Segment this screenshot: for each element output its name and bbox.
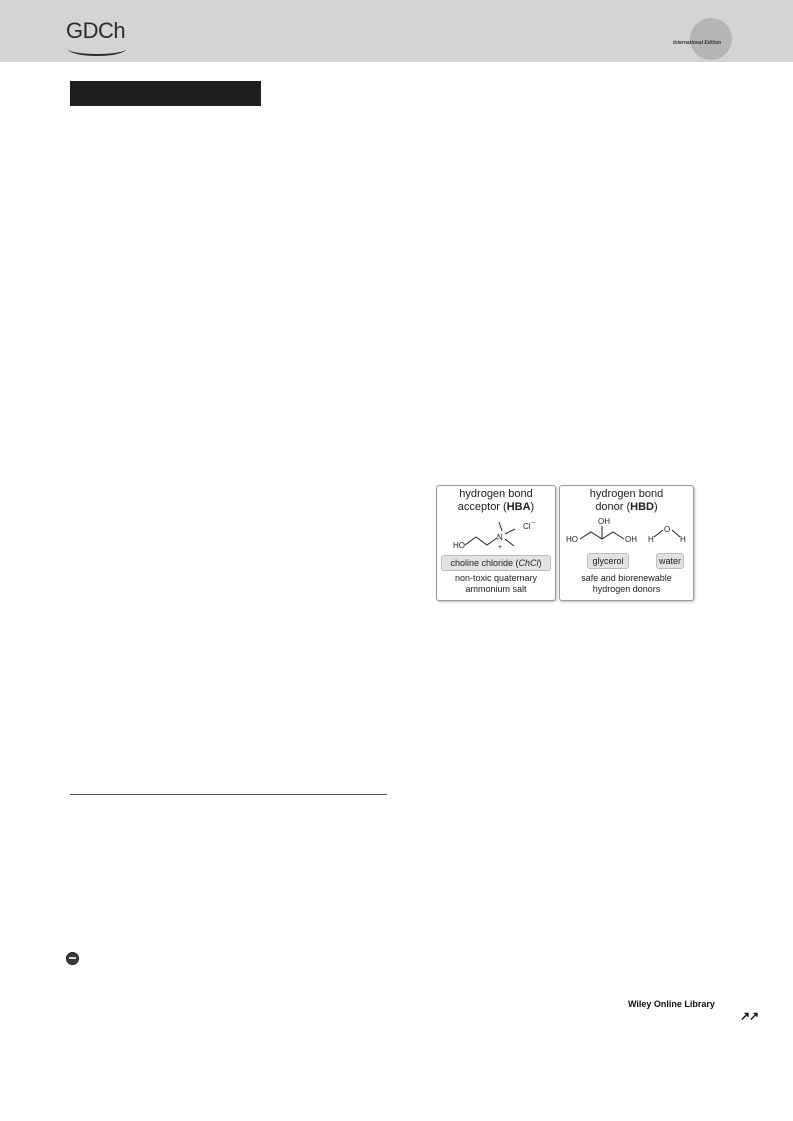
hbd-title (560, 488, 693, 514)
hbd-title-suffix: ) (654, 501, 658, 513)
hba-title-suffix: ) (530, 501, 535, 513)
gdch-logo-text: GDCh (66, 18, 126, 43)
des-components-figure (436, 485, 694, 599)
edition-label: International Edition (673, 40, 722, 46)
chloride-charge: − (531, 520, 536, 527)
choline-chip-suffix: ) (538, 558, 542, 568)
choline-n-label: N (497, 533, 503, 542)
choline-ho-label: HO (453, 541, 465, 550)
wiley-arrows-icon: ↗↗ (740, 1009, 759, 1023)
glycerol-structure (564, 514, 646, 550)
glycerol-chip: glycerol (587, 553, 629, 569)
glycerol-oh-top: OH (598, 517, 610, 526)
glycerol-oh-right: OH (625, 535, 637, 544)
hbd-title-abbrev: HBD (630, 501, 655, 513)
chloride-label: Cl (523, 522, 531, 531)
gdch-logo (66, 18, 128, 52)
hbd-caption-line2: hydrogen donors (592, 584, 661, 594)
glycerol-ho-left: HO (566, 535, 578, 544)
journal-header (0, 0, 793, 62)
gdch-logo-arc (68, 42, 126, 56)
water-h1: H (648, 535, 654, 544)
hba-title-abbrev: HBA (506, 501, 531, 513)
water-structure (646, 522, 690, 548)
hba-title-prefix: acceptor ( (457, 501, 507, 513)
supporting-info-icon[interactable] (66, 952, 79, 965)
hba-caption-line1: non-toxic quaternary (454, 573, 538, 583)
hba-panel (436, 485, 556, 601)
hbd-caption (560, 573, 693, 595)
hbd-panel (559, 485, 694, 601)
choline-chip-abbrev: ChCl (518, 558, 539, 568)
hba-title-line1: hydrogen bond (459, 488, 533, 500)
edition-badge (690, 18, 732, 60)
hba-caption (437, 573, 555, 595)
choline-chip-text: choline chloride ( (450, 558, 519, 568)
choline-plus-label: + (498, 544, 503, 551)
hba-title (437, 488, 555, 514)
water-o: O (664, 525, 671, 534)
water-chip: water (656, 553, 684, 569)
choline-chloride-chip (441, 555, 551, 571)
wiley-online-library-label: Wiley Online Library (628, 999, 715, 1009)
hba-caption-line2: ammonium salt (465, 584, 527, 594)
section-heading-bar (70, 81, 261, 106)
water-h2: H (680, 535, 686, 544)
choline-chloride-structure (443, 516, 551, 554)
hbd-title-line1: hydrogen bond (589, 488, 664, 500)
hbd-title-prefix: donor ( (595, 501, 631, 513)
hbd-caption-line1: safe and biorenewable (581, 573, 672, 583)
footnote-divider (70, 794, 387, 795)
